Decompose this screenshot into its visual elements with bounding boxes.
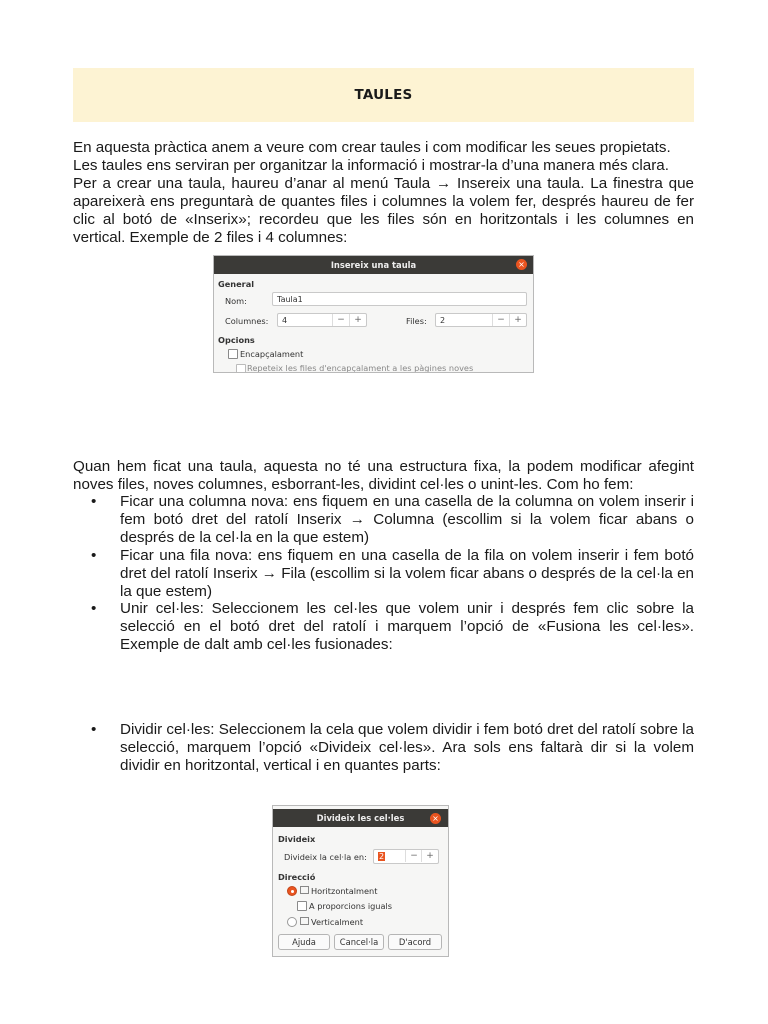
minus-icon[interactable]: − (332, 314, 349, 326)
section-direction: Direcció (278, 872, 316, 882)
intro-paragraph: Les taules ens serviran per organitzar la informació i mostrar-la d’una manera més clara. (73, 156, 669, 174)
columns-label: Columnes: (225, 316, 269, 326)
vertical-radio[interactable] (287, 917, 297, 927)
header-checkbox[interactable] (228, 349, 238, 359)
title-banner (73, 68, 694, 122)
vertical-split-icon (300, 917, 309, 925)
insert-table-dialog (213, 255, 534, 373)
minus-icon[interactable]: − (492, 314, 509, 326)
bullet-list (73, 493, 694, 654)
page-title: TAULES (354, 87, 413, 103)
equal-proportions-checkbox[interactable] (297, 901, 307, 911)
close-icon[interactable]: × (430, 813, 441, 824)
bullet-list (73, 721, 694, 775)
name-label: Nom: (225, 296, 247, 306)
section-options: Opcions (218, 335, 255, 345)
plus-icon[interactable]: + (509, 314, 526, 326)
minus-icon[interactable]: − (405, 850, 422, 862)
horizontal-radio[interactable] (287, 886, 297, 896)
dialog-title: Divideix les cel·les (273, 809, 448, 827)
cancel-button[interactable]: Cancel·la (334, 934, 384, 950)
split-spinner[interactable] (373, 849, 439, 864)
header-option-label: Encapçalament (240, 349, 304, 359)
intro-paragraph: En aquesta pràctica anem a veure com crear taules i com modificar les seues propietats. (73, 139, 671, 156)
split-cells-dialog (272, 805, 449, 957)
plus-icon[interactable]: + (421, 850, 438, 862)
list-item: • Ficar una fila nova: ens fiquem en una casella de la fila on volem inserir i fem botó dret del ratolí Inserix → Fila (escollim si la volem ficar abans o després de la cel·la en la que estem) (73, 547, 694, 601)
section-general: General (218, 279, 255, 289)
rows-spinner[interactable] (435, 313, 527, 327)
horizontal-split-icon (300, 886, 309, 894)
horizontal-label: Horitzontalment (311, 886, 378, 896)
modify-paragraph: Quan hem ficat una taula, aquesta no té una estructura fixa, la podem modificar afegint noves files, noves columnes, esborrant-les, dividint cel·les o unint-les. Com ho fem: (73, 458, 694, 493)
section-split: Divideix (278, 834, 316, 844)
name-input[interactable]: Taula1 (272, 292, 527, 306)
plus-icon[interactable]: + (349, 314, 366, 326)
equal-proportions-label: A proporcions iguals (309, 901, 393, 911)
vertical-label: Verticalment (311, 917, 364, 927)
help-button[interactable]: Ajuda (278, 934, 330, 950)
modify-intro (73, 458, 694, 494)
columns-spinner[interactable] (277, 313, 367, 327)
rows-value: 2 (440, 316, 446, 325)
split-value: 2 (379, 852, 385, 861)
columns-value: 4 (282, 316, 288, 325)
list-item: • Dividir cel·les: Seleccionem la cela que volem dividir i fem botó dret del ratolí sobre la selecció, marquem l’opció «Divideix cel·les». Ara sols ens faltarà dir si la volem dividir en horitzontal, vertical i en quantes parts: (73, 721, 694, 775)
split-label: Divideix la cel·la en: (284, 852, 367, 862)
dialog-title: Insereix una taula (214, 256, 533, 274)
repeat-checkbox[interactable] (236, 364, 246, 373)
close-icon[interactable]: × (516, 259, 527, 270)
ok-button[interactable]: D'acord (388, 934, 442, 950)
intro-paragraph: Per a crear una taula, haureu d’anar al menú Taula → Insereix una taula. La finestra que apareixerà ens preguntarà de quantes files i columnes la volem fer, després haureu de fer clic al botó de «Inserix»; recordeu que les files són en horitzontals i les columnes en vertical. Exemple de 2 files i 4 columnes: (73, 174, 694, 246)
list-item: • Unir cel·les: Seleccionem les cel·les que volem unir i després fem clic sobre la selecció en el botó dret del ratolí i marquem l’opció de «Fusiona les cel·les». Exemple de dalt amb cel·les fusionades: (73, 600, 694, 654)
repeat-option-label: Repeteix les files d'encapçalament a les pàgines noves (247, 363, 474, 373)
list-item: • Ficar una columna nova: ens fiquem en una casella de la columna on volem inserir i fem botó dret del ratolí Inserix → Columna (escollim si la volem ficar abans o després de la cel·la en la que estem) (73, 493, 694, 547)
rows-label: Files: (406, 316, 427, 326)
intro-text (73, 139, 694, 246)
